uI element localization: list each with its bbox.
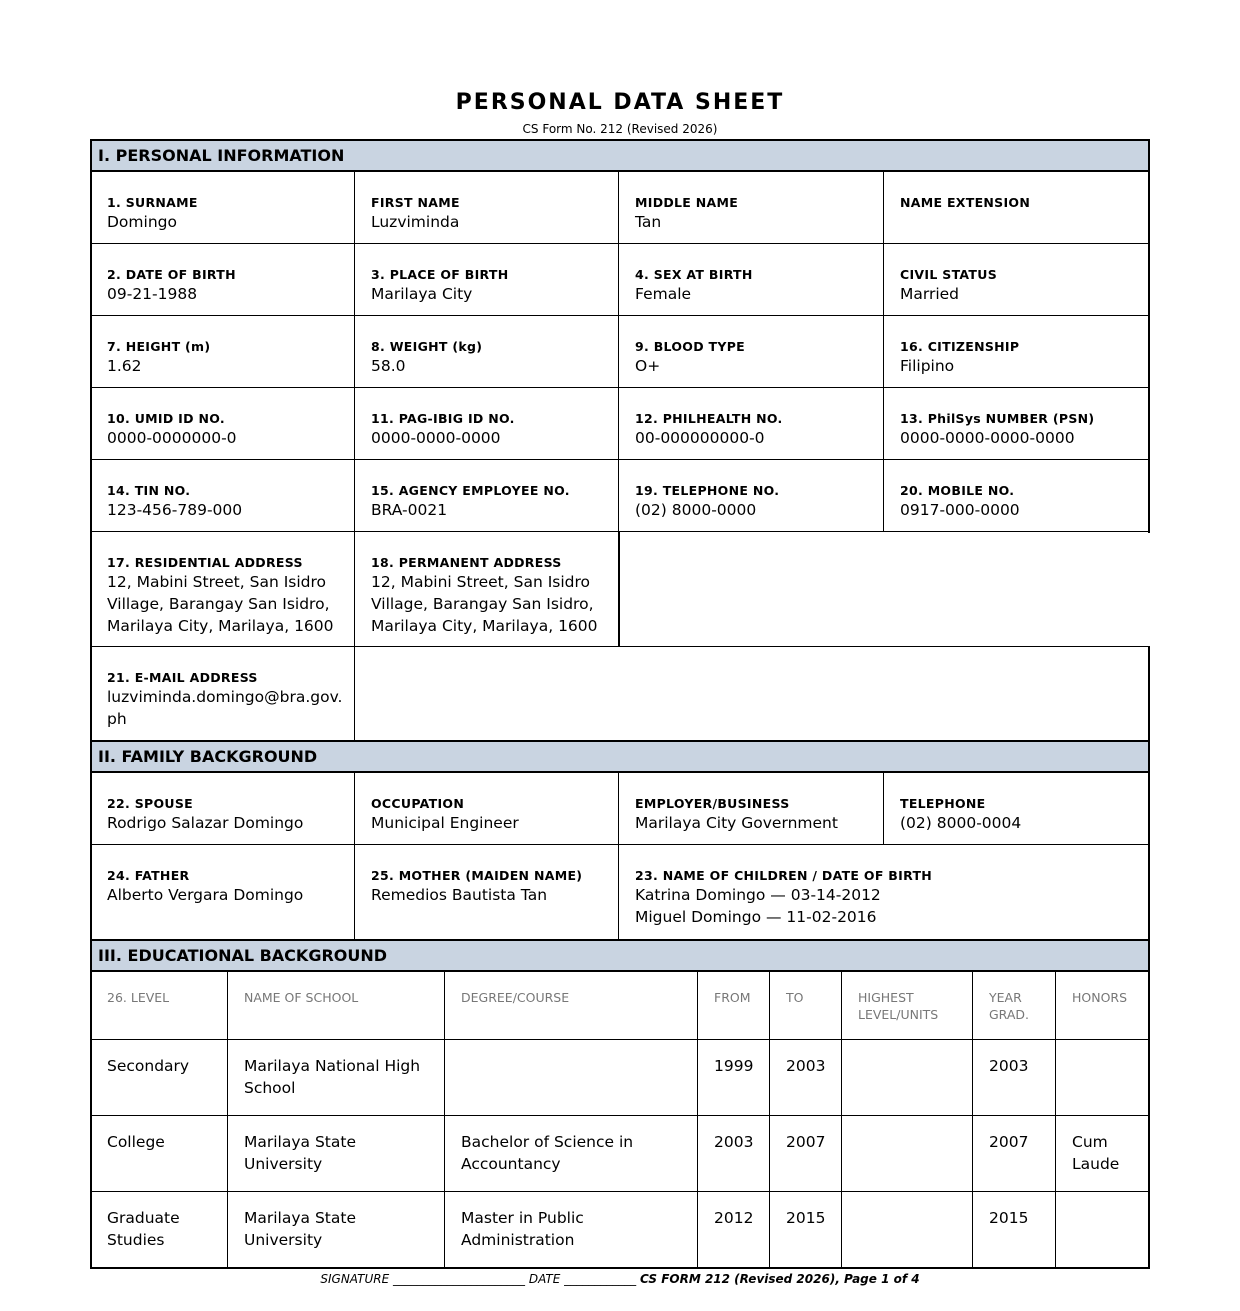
table-cell-honors (1055, 1191, 1150, 1269)
table-cell-school: Marilaya State University (227, 1115, 445, 1192)
table-cell-from: 1999 (697, 1039, 770, 1116)
field-label: 17. RESIDENTIAL ADDRESS (107, 555, 303, 570)
table-cell-level: College (90, 1115, 228, 1192)
sex-at-birth-field[interactable] (618, 243, 884, 316)
table-cell-highest-level (841, 1191, 973, 1269)
field-value: luzviminda.domingo@bra.gov.ph (107, 688, 343, 728)
form-subtitle: CS Form No. 212 (Revised 2026) (522, 122, 718, 136)
surname-field[interactable] (90, 171, 355, 244)
table-cell-school: Marilaya State University (227, 1191, 445, 1269)
section-family-background: II. FAMILY BACKGROUND (90, 740, 1150, 773)
citizenship-field[interactable] (883, 315, 1150, 388)
field-label: 8. WEIGHT (kg) (371, 339, 483, 354)
height-field[interactable] (90, 315, 355, 388)
field-value: Luzviminda (371, 213, 460, 231)
table-cell-degree: Master in Public Administration (444, 1191, 698, 1269)
column-header-school: NAME OF SCHOOL (227, 971, 445, 1040)
field-label: 7. HEIGHT (m) (107, 339, 211, 354)
weight-field[interactable] (354, 315, 619, 388)
table-cell-highest-level (841, 1039, 973, 1116)
table-cell-level: Secondary (90, 1039, 228, 1116)
field-value: 09-21-1988 (107, 285, 198, 303)
field-value: 0000-0000000-0 (107, 429, 237, 447)
email-blank-area (354, 646, 1150, 741)
date-line[interactable]: ____________ (564, 1272, 637, 1286)
residential-address-field[interactable] (90, 531, 355, 647)
table-cell-to: 2003 (769, 1039, 842, 1116)
signature-label: SIGNATURE (320, 1272, 390, 1286)
field-label: CIVIL STATUS (900, 267, 998, 282)
field-label: 13. PhilSys NUMBER (PSN) (900, 411, 1095, 426)
field-label: 24. FATHER (107, 868, 190, 883)
form-reference: CS FORM 212 (Revised 2026), Page 1 of 4 (640, 1272, 920, 1286)
spouse-occupation-field[interactable] (354, 772, 619, 845)
table-cell-to: 2015 (769, 1191, 842, 1269)
table-cell-from: 2003 (697, 1115, 770, 1192)
spouse-field[interactable] (90, 772, 355, 845)
field-label: OCCUPATION (371, 796, 465, 811)
column-header-honors: HONORS (1055, 971, 1150, 1040)
date-of-birth-field[interactable] (90, 243, 355, 316)
middle-name-field[interactable] (618, 171, 884, 244)
mother-field[interactable] (354, 844, 619, 940)
field-label: 3. PLACE OF BIRTH (371, 267, 509, 282)
table-cell-honors: Cum Laude (1055, 1115, 1150, 1192)
table-cell-honors (1055, 1039, 1150, 1116)
field-label: NAME EXTENSION (900, 195, 1031, 210)
field-label: 19. TELEPHONE NO. (635, 483, 780, 498)
field-value: Remedios Bautista Tan (371, 886, 548, 904)
column-header-highest-level: HIGHEST LEVEL/UNITS (841, 971, 973, 1040)
field-value: (02) 8000-0004 (900, 814, 1022, 832)
field-value: Marilaya City Government (635, 814, 838, 832)
table-cell-year-graduated: 2003 (972, 1039, 1056, 1116)
field-label: TELEPHONE (900, 796, 986, 811)
field-label: 18. PERMANENT ADDRESS (371, 555, 562, 570)
field-label: 14. TIN NO. (107, 483, 191, 498)
field-value: Filipino (900, 357, 955, 375)
field-label: 23. NAME OF CHILDREN / DATE OF BIRTH (635, 868, 933, 883)
field-label: 21. E-MAIL ADDRESS (107, 670, 258, 685)
spouse-telephone-field[interactable] (883, 772, 1150, 845)
table-cell-to: 2007 (769, 1115, 842, 1192)
field-label: 15. AGENCY EMPLOYEE NO. (371, 483, 570, 498)
field-label: 9. BLOOD TYPE (635, 339, 746, 354)
first-name-field[interactable] (354, 171, 619, 244)
column-header-degree: DEGREE/COURSE (444, 971, 698, 1040)
table-cell-school: Marilaya National High School (227, 1039, 445, 1116)
field-label: FIRST NAME (371, 195, 460, 210)
signature-footer (90, 1272, 1150, 1286)
place-of-birth-field[interactable] (354, 243, 619, 316)
field-value: Municipal Engineer (371, 814, 519, 832)
blood-type-field[interactable] (618, 315, 884, 388)
field-value: 1.62 (107, 357, 142, 375)
children-field[interactable] (618, 844, 1150, 940)
form-title: PERSONAL DATA SHEET (455, 90, 785, 115)
field-label: 12. PHILHEALTH NO. (635, 411, 783, 426)
tin-field[interactable] (90, 459, 355, 532)
field-value: 0917-000-0000 (900, 501, 1020, 519)
date-label: DATE (528, 1272, 561, 1286)
civil-status-field[interactable] (883, 243, 1150, 316)
philhealth-field[interactable] (618, 387, 884, 460)
field-label: 1. SURNAME (107, 195, 198, 210)
field-label: 2. DATE OF BIRTH (107, 267, 236, 282)
table-cell-year-graduated: 2007 (972, 1115, 1056, 1192)
field-value: 12, Mabini Street, San Isidro Village, Barangay San Isidro, Marilaya City, Marilaya, 1600 (107, 573, 334, 635)
philsys-field[interactable] (883, 387, 1150, 460)
umid-field[interactable] (90, 387, 355, 460)
field-value: Female (635, 285, 692, 303)
field-value: 123-456-789-000 (107, 501, 243, 519)
column-header-year-graduated: YEAR GRAD. (972, 971, 1056, 1040)
field-value: O+ (635, 357, 661, 375)
pagibig-field[interactable] (354, 387, 619, 460)
field-value: Tan (635, 213, 662, 231)
field-label: 25. MOTHER (MAIDEN NAME) (371, 868, 583, 883)
table-cell-degree: Bachelor of Science in Accountancy (444, 1115, 698, 1192)
column-header-level: 26. LEVEL (90, 971, 228, 1040)
field-label: MIDDLE NAME (635, 195, 739, 210)
field-value: Marilaya City (371, 285, 473, 303)
field-value: 0000-0000-0000 (371, 429, 501, 447)
column-header-from: FROM (697, 971, 770, 1040)
field-label: 4. SEX AT BIRTH (635, 267, 753, 282)
field-value: Domingo (107, 213, 177, 231)
field-value: 00-000000000-0 (635, 429, 765, 447)
field-value: BRA-0021 (371, 501, 448, 519)
field-value: Rodrigo Salazar Domingo (107, 814, 304, 832)
email-field[interactable] (90, 646, 355, 741)
spouse-employer-field[interactable] (618, 772, 884, 845)
permanent-address-field[interactable] (354, 531, 619, 647)
table-cell-year-graduated: 2015 (972, 1191, 1056, 1269)
father-field[interactable] (90, 844, 355, 940)
field-label: 20. MOBILE NO. (900, 483, 1015, 498)
field-value: 12, Mabini Street, San Isidro Village, Barangay San Isidro, Marilaya City, Marilaya, 1600 (371, 573, 598, 635)
field-label: 11. PAG-IBIG ID NO. (371, 411, 515, 426)
field-label: 16. CITIZENSHIP (900, 339, 1020, 354)
field-value: Married (900, 285, 960, 303)
mobile-field[interactable] (883, 459, 1150, 532)
field-value: 58.0 (371, 357, 406, 375)
field-label: EMPLOYER/BUSINESS (635, 796, 790, 811)
field-value: 0000-0000-0000-0000 (900, 429, 1075, 447)
section-educational-background: III. EDUCATIONAL BACKGROUND (90, 939, 1150, 972)
child-entry: Miguel Domingo — 11-02-2016 (635, 908, 877, 926)
table-cell-highest-level (841, 1115, 973, 1192)
field-value: Alberto Vergara Domingo (107, 886, 304, 904)
field-label: 22. SPOUSE (107, 796, 193, 811)
name-extension-field[interactable] (883, 171, 1150, 244)
section-personal-information: I. PERSONAL INFORMATION (90, 139, 1150, 172)
signature-line[interactable]: ______________________ (393, 1272, 526, 1286)
field-value: (02) 8000-0000 (635, 501, 757, 519)
telephone-field[interactable] (618, 459, 884, 532)
child-entry: Katrina Domingo — 03-14-2012 (635, 886, 881, 904)
field-label: 10. UMID ID NO. (107, 411, 225, 426)
table-cell-level: Graduate Studies (90, 1191, 228, 1269)
column-header-to: TO (769, 971, 842, 1040)
agency-employee-no-field[interactable] (354, 459, 619, 532)
table-cell-degree (444, 1039, 698, 1116)
table-cell-from: 2012 (697, 1191, 770, 1269)
